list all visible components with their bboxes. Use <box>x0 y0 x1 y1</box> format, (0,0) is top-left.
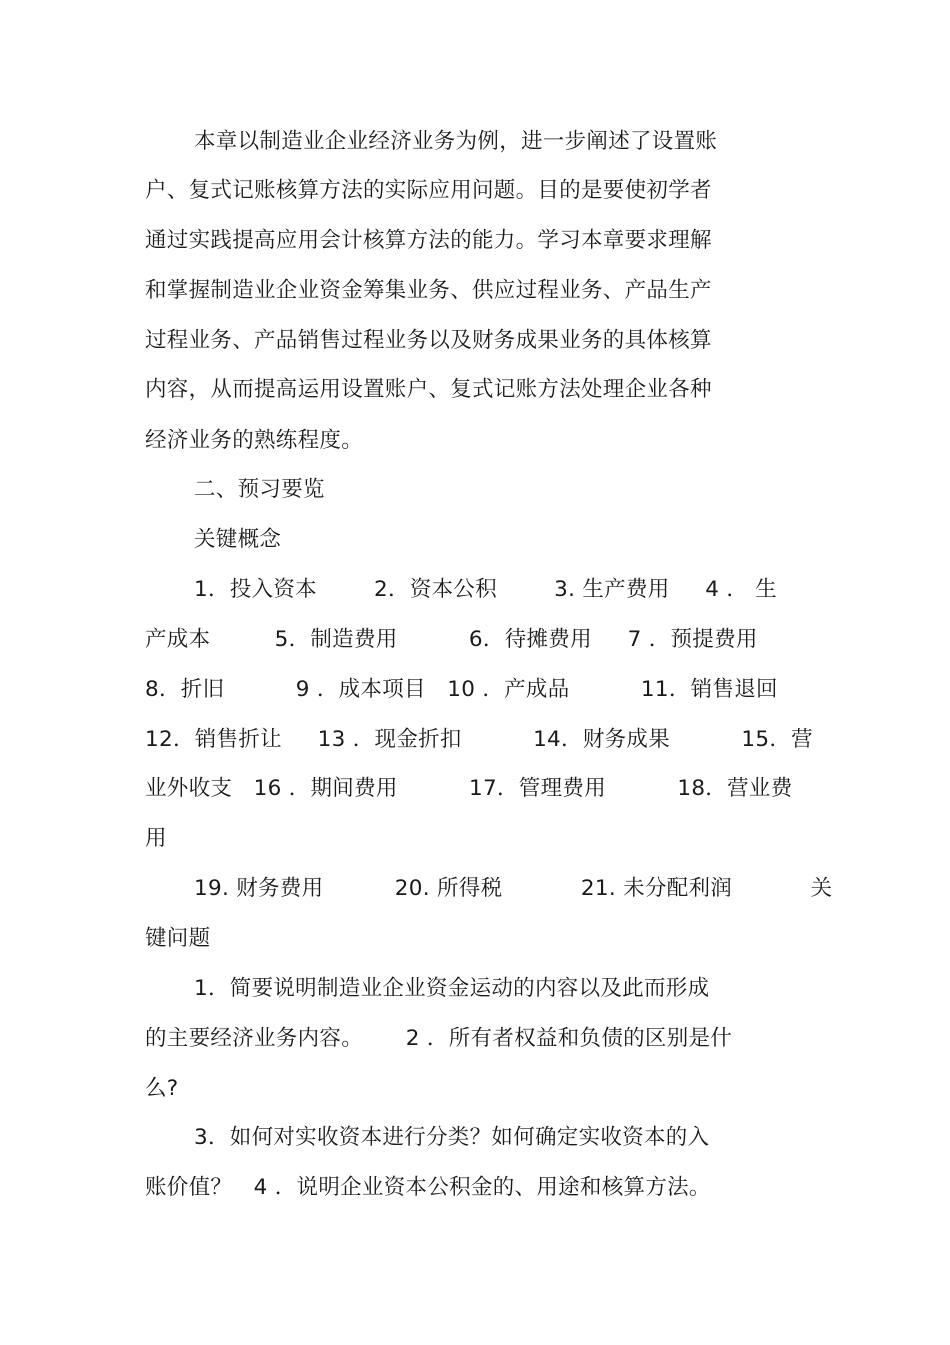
paragraph-line: 过程业务、产品销售过程业务以及财务成果业务的具体核算 <box>145 328 712 353</box>
concept-list-line: 用 <box>145 826 167 851</box>
paragraph-line: 和掌握制造业企业资金筹集业务、供应过程业务、产品生产 <box>145 278 712 303</box>
question-line: 账价值？ 4 ．说明企业资本公积金的、用途和核算方法。 <box>145 1175 711 1200</box>
concept-list-line: 8．折旧 9 ．成本项目 10 ．产成品 11．销售退回 <box>145 677 778 702</box>
question-line: 的主要经济业务内容。 2 ．所有者权益和负债的区别是什 <box>145 1026 733 1051</box>
paragraph-line: 通过实践提高应用会计核算方法的能力。学习本章要求理解 <box>145 228 712 253</box>
subsection-heading: 键问题 <box>145 926 211 951</box>
question-line: 1．简要说明制造业企业资金运动的内容以及此而形成 <box>194 976 710 1001</box>
question-line: 么? <box>145 1076 179 1101</box>
paragraph-line: 内容，从而提高运用设置账户、复式记账方法处理企业各种 <box>145 377 712 402</box>
concept-list-line: 19. 财务费用 20. 所得税 21. 未分配利润 关 <box>194 876 833 901</box>
concept-list-line: 1．投入资本 2．资本公积 3. 生产费用 4 ． 生 <box>194 577 778 602</box>
paragraph-line: 户、复式记账核算方法的实际应用问题。目的是要使初学者 <box>145 178 712 203</box>
subsection-heading: 关键概念 <box>194 527 282 552</box>
paragraph-line: 经济业务的熟练程度。 <box>145 428 364 453</box>
concept-list-line: 产成本 5．制造费用 6．待摊费用 7 ．预提费用 <box>145 627 758 652</box>
paragraph-line: 本章以制造业企业经济业务为例，进一步阐述了设置账 <box>194 129 718 154</box>
section-heading: 二、预习要览 <box>194 477 325 502</box>
question-line: 3．如何对实收资本进行分类？如何确定实收资本的入 <box>194 1125 710 1150</box>
concept-list-line: 业外收支 16 ．期间费用 17．管理费用 18．营业费 <box>145 776 793 801</box>
concept-list-line: 12．销售折让 13 ．现金折扣 14．财务成果 15．营 <box>145 727 813 752</box>
